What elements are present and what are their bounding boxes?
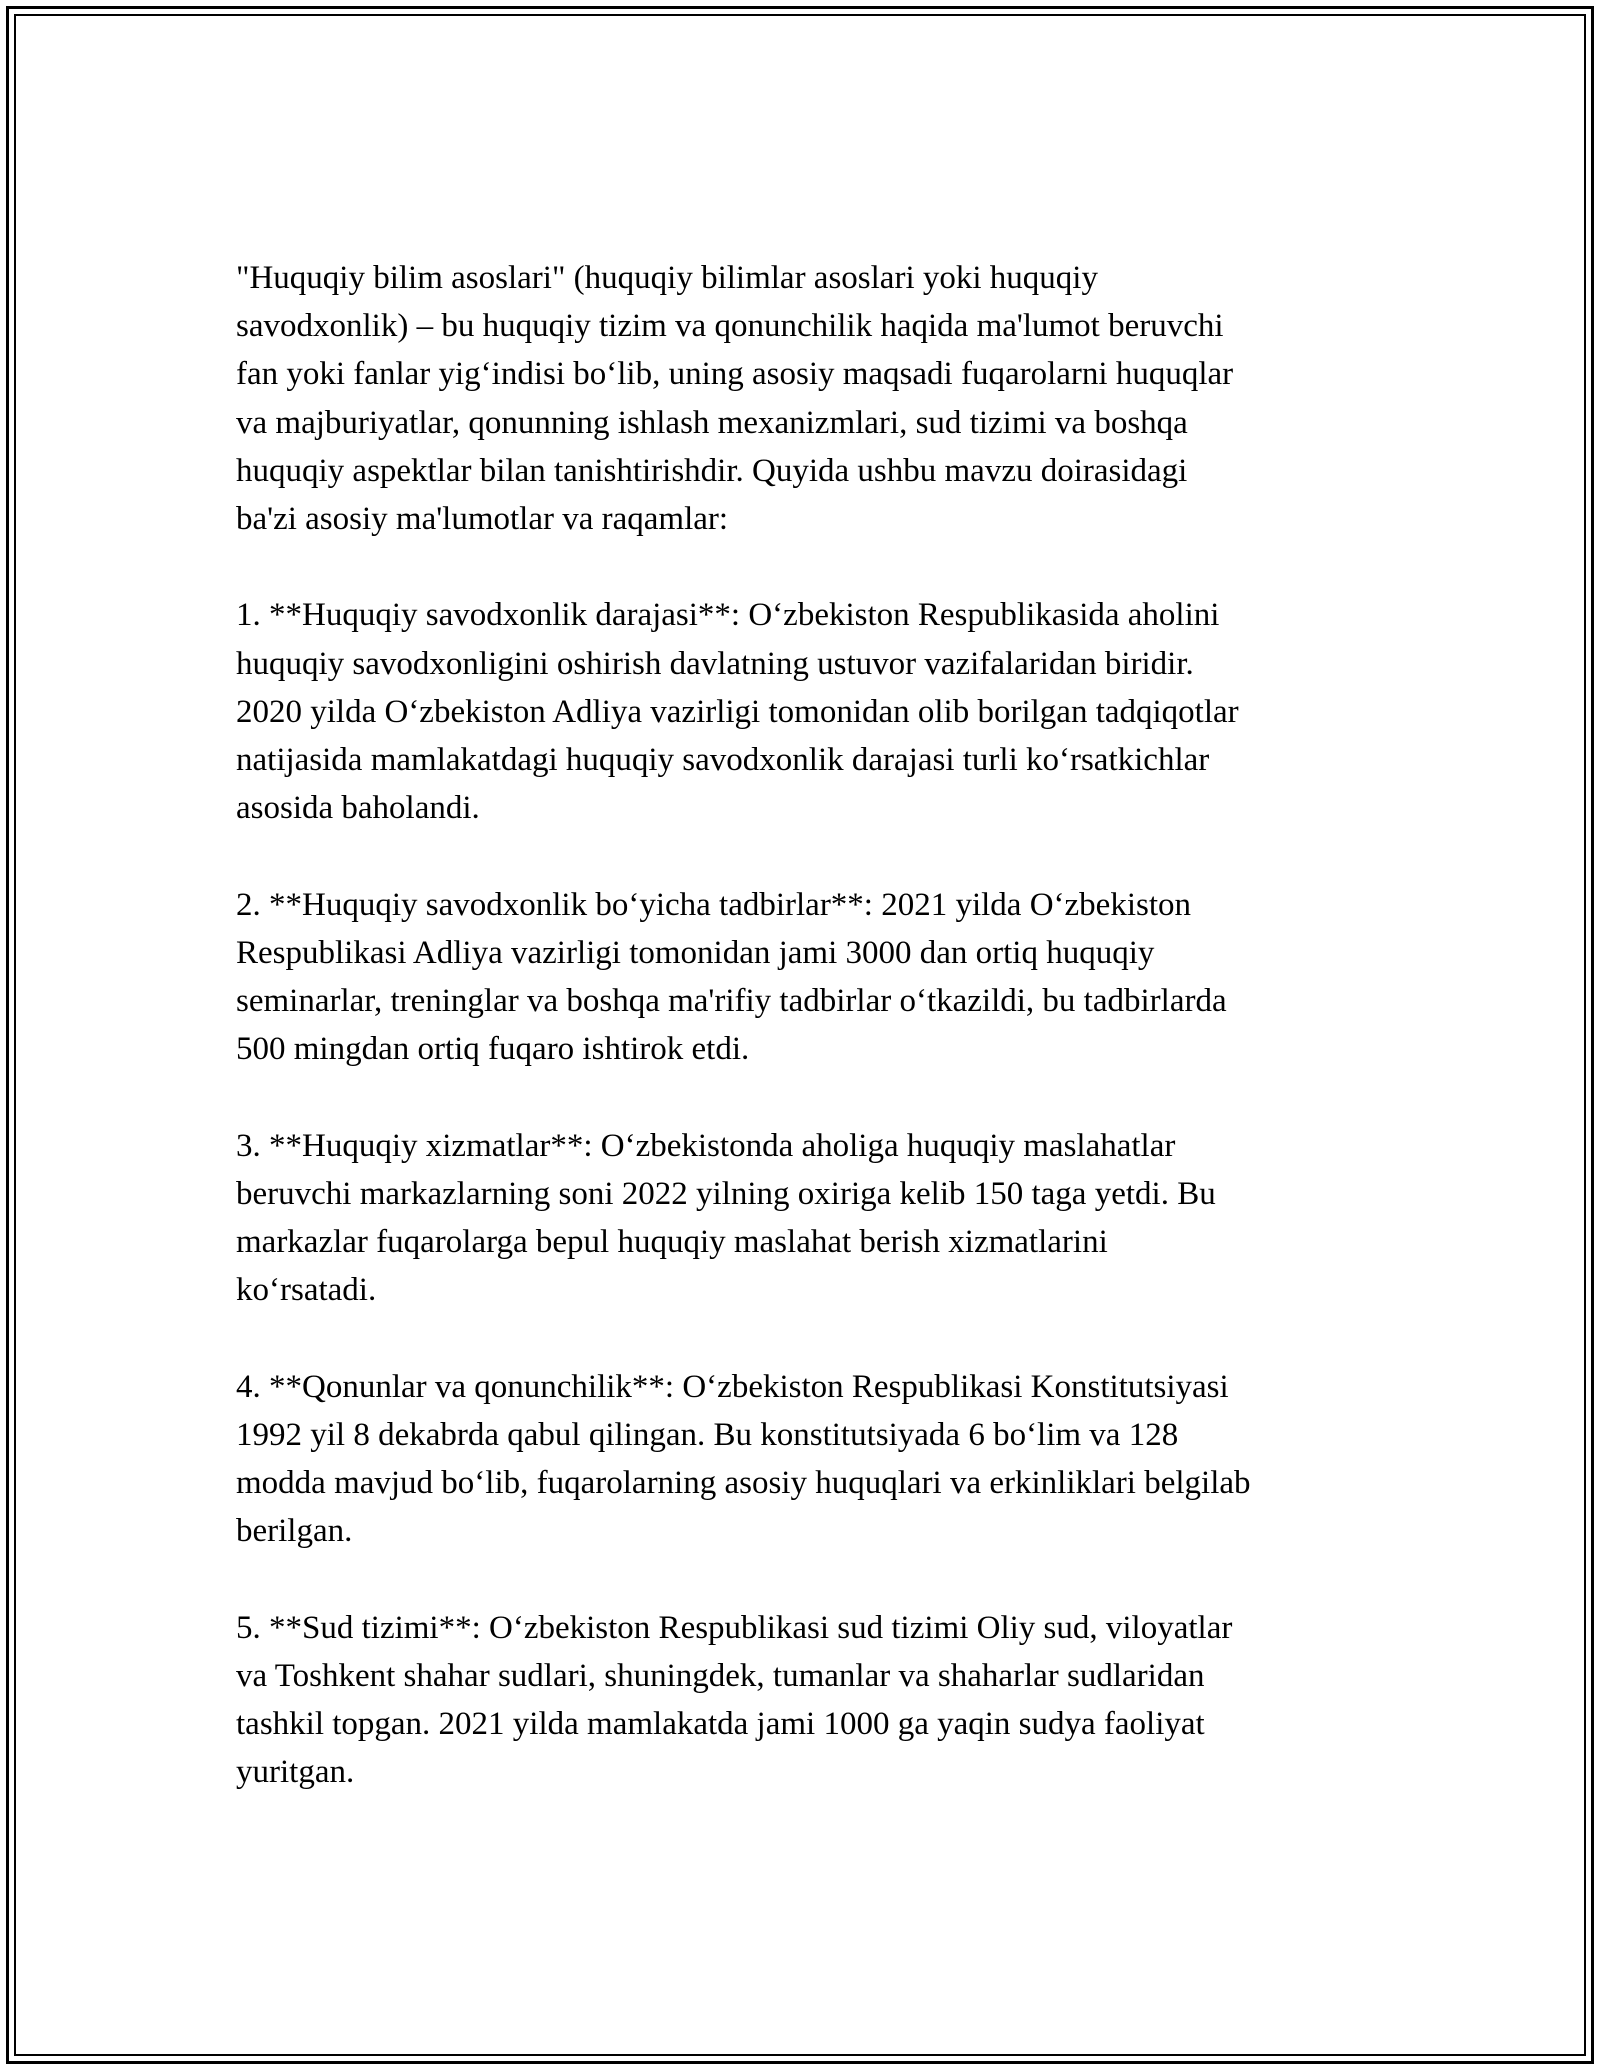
text-line: Respublikasi Adliya vazirligi tomonidan jami 3000 dan ortiq huquqiy [236, 934, 1155, 971]
text-line: 5. **Sud tizimi**: O‘zbekiston Respublikasi sud tizimi Oliy sud, viloyatlar [236, 1609, 1233, 1646]
text-line: berilgan. [236, 1513, 353, 1550]
text-line: savodxonlik) – bu huquqiy tizim va qonunchilik haqida ma'lumot beruvchi [236, 308, 1224, 345]
list-item-5-paragraph [236, 1604, 1366, 1797]
text-line: 2020 yilda O‘zbekiston Adliya vazirligi tomonidan olib borilgan tadqiqotlar [236, 693, 1239, 730]
text-line: yuritgan. [236, 1754, 355, 1791]
text-line: fan yoki fanlar yig‘indisi bo‘lib, uning asosiy maqsadi fuqarolarni huquqlar [236, 356, 1234, 393]
text-line: huquqiy aspektlar bilan tanishtirishdir. Quyida ushbu mavzu doirasidagi [236, 452, 1188, 489]
text-line: ba'zi asosiy ma'lumotlar va raqamlar: [236, 501, 729, 538]
text-line: tashkil topgan. 2021 yilda mamlakatda jami 1000 ga yaqin sudya faoliyat [236, 1706, 1205, 1743]
intro-paragraph [236, 254, 1366, 543]
text-line: 1. **Huquqiy savodxonlik darajasi**: O‘zbekiston Respublikasida aholini [236, 597, 1220, 634]
text-line: 2. **Huquqiy savodxonlik bo‘yicha tadbirlar**: 2021 yilda O‘zbekiston [236, 886, 1192, 923]
text-line: huquqiy savodxonligini oshirish davlatning ustuvor vazifalaridan biridir. [236, 645, 1194, 682]
text-line: 500 mingdan ortiq fuqaro ishtirok etdi. [236, 1031, 750, 1068]
text-line: asosida baholandi. [236, 790, 480, 827]
text-line: 3. **Huquqiy xizmatlar**: O‘zbekistonda aholiga huquqiy maslahatlar [236, 1127, 1176, 1164]
document-body [236, 254, 1366, 1845]
text-line: beruvchi markazlarning soni 2022 yilning oxiriga kelib 150 taga yetdi. Bu [236, 1175, 1216, 1212]
text-line: modda mavjud bo‘lib, fuqarolarning asosiy huquqlari va erkinliklari belgilab [236, 1465, 1251, 1502]
list-item-2-paragraph [236, 881, 1366, 1074]
text-line: va Toshkent shahar sudlari, shuningdek, tumanlar va shaharlar sudlaridan [236, 1657, 1205, 1694]
text-line: 1992 yil 8 dekabrda qabul qilingan. Bu konstitutsiyada 6 bo‘lim va 128 [236, 1416, 1179, 1453]
text-line: natijasida mamlakatdagi huquqiy savodxonlik darajasi turli ko‘rsatkichlar [236, 742, 1210, 779]
text-line: ko‘rsatadi. [236, 1272, 377, 1309]
text-line: "Huquqiy bilim asoslari" (huquqiy bilimlar asoslari yoki huquqiy [236, 260, 1098, 296]
text-line: seminarlar, treninglar va boshqa ma'rifiy tadbirlar o‘tkazildi, bu tadbirlarda [236, 983, 1227, 1020]
list-item-3-paragraph [236, 1122, 1366, 1315]
text-line: va majburiyatlar, qonunning ishlash mexanizmlari, sud tizimi va boshqa [236, 404, 1188, 441]
text-line: 4. **Qonunlar va qonunchilik**: O‘zbekiston Respublikasi Konstitutsiyasi [236, 1368, 1229, 1405]
text-line: markazlar fuqarolarga bepul huquqiy maslahat berish xizmatlarini [236, 1224, 1108, 1261]
list-item-1-paragraph [236, 591, 1366, 832]
list-item-4-paragraph [236, 1363, 1366, 1556]
